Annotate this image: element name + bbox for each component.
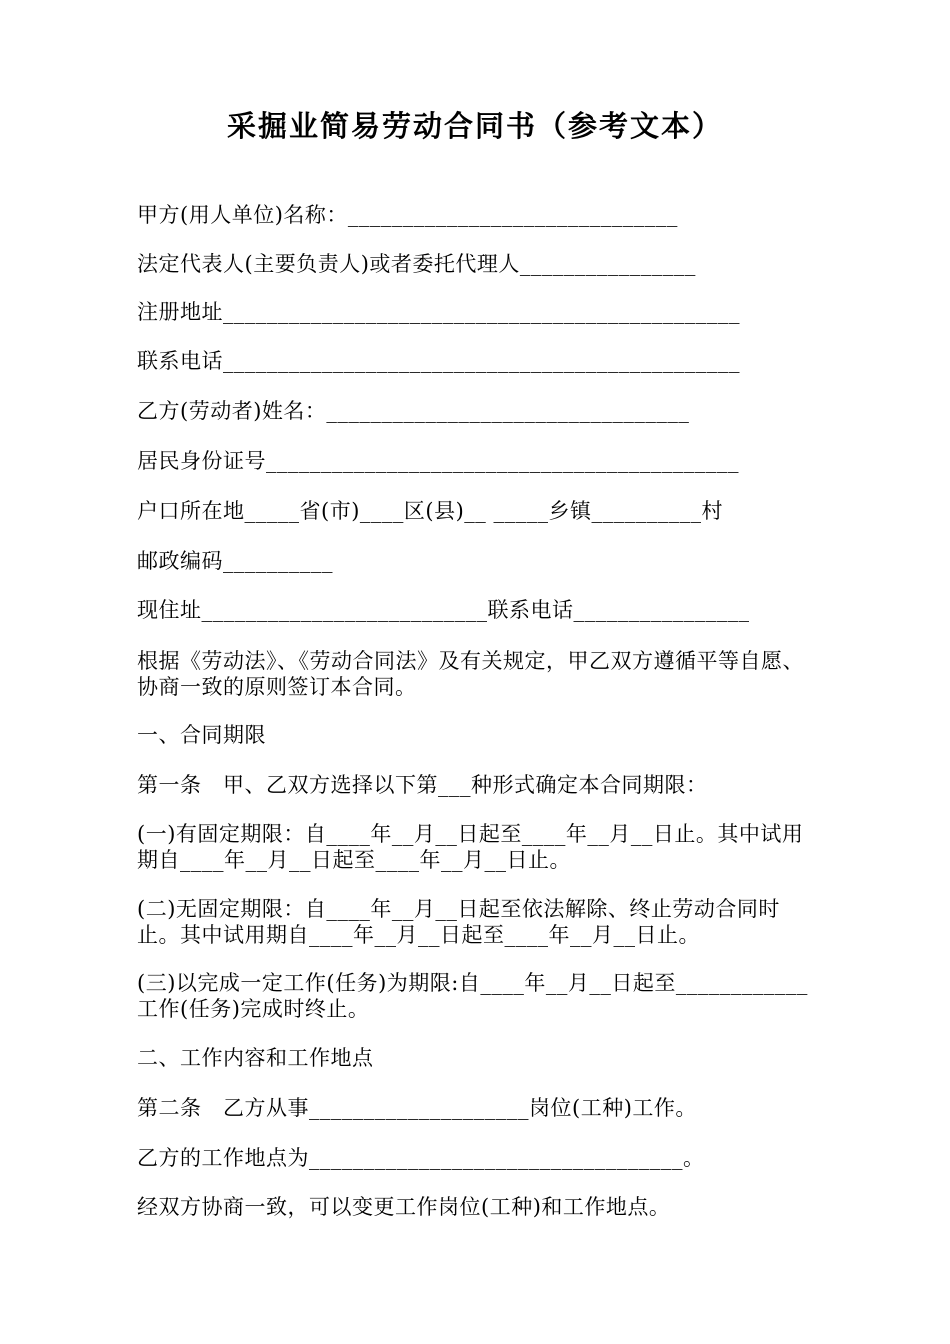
article-2: 第二条 乙方从事____________________岗位(工种)工作。 [137,1096,697,1120]
party-a-phone-line: 联系电话_______________________________________________ [137,349,740,373]
hukou-location-line: 户口所在地_____省(市)____区(县)__ _____乡镇__________村 [137,499,723,523]
party-a-name-line: 甲方(用人单位)名称：______________________________ [137,203,678,227]
id-number-line: 居民身份证号___________________________________________ [137,449,739,473]
article-1: 第一条 甲、乙双方选择以下第___种形式确定本合同期限： [137,773,708,797]
legal-representative-line: 法定代表人(主要负责人)或者委托代理人________________ [137,252,696,276]
preamble-paragraph: 根据《劳动法》、《劳动合同法》及有关规定，甲乙双方遵循平等自愿、协商一致的原则签订本合同。 [137,649,804,699]
work-place-line: 乙方的工作地点为__________________________________。 [137,1146,705,1170]
term-open-paragraph: (二)无固定期限：自____年__月__日起至依法解除、终止劳动合同时止。其中试用期自____年__月__日起至____年__月__日止。 [137,897,780,947]
current-address-line: 现住址__________________________联系电话________________ [137,598,750,622]
party-b-name-line: 乙方(劳动者)姓名：_________________________________ [137,399,690,423]
section-2-heading: 二、工作内容和工作地点 [137,1046,374,1070]
registered-address-line: 注册地址_______________________________________________ [137,300,740,324]
document-title: 采掘业简易劳动合同书（参考文本） [226,109,723,143]
change-clause-line: 经双方协商一致，可以变更工作岗位(工种)和工作地点。 [137,1195,671,1219]
term-task-paragraph: (三)以完成一定工作(任务)为期限:自____年__月__日起至____________工作(任务)完成时终止。 [137,971,808,1021]
section-1-heading: 一、合同期限 [137,723,266,747]
postcode-line: 邮政编码__________ [137,549,333,573]
term-fixed-paragraph: (一)有固定期限：自____年__月__日起至____年__月__日止。其中试用期自____年__月__日起至____年__月__日止。 [137,822,804,872]
